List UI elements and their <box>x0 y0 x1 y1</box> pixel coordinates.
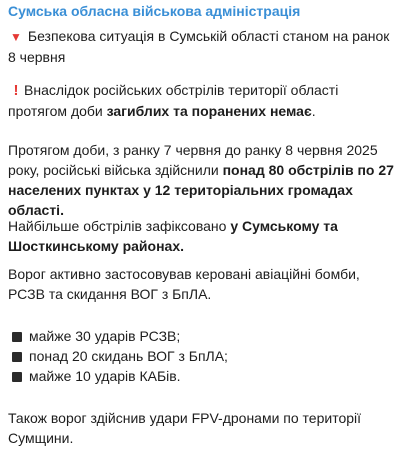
list-item-text: понад 20 скидань ВОГ з БпЛА; <box>29 348 228 364</box>
black-square-icon <box>12 372 22 382</box>
black-square-icon <box>12 352 22 362</box>
bullet-list <box>8 326 396 386</box>
alert-text-suffix: . <box>311 103 316 119</box>
headline-paragraph <box>8 26 396 67</box>
channel-name[interactable]: Сумська обласна військова адміністрація <box>8 3 301 19</box>
districts-text-prefix: Найбільше обстрілів зафіксовано <box>8 218 231 234</box>
list-item <box>8 346 396 366</box>
headline-text: Безпекова ситуація в Сумській області станом на ранок 8 червня <box>8 28 390 65</box>
districts-paragraph <box>8 216 396 256</box>
list-item <box>8 326 396 346</box>
list-item-text: майже 10 ударів КАБів. <box>29 368 181 384</box>
weapons-paragraph <box>8 264 396 304</box>
summary-paragraph <box>8 140 396 220</box>
summary-text-bold: понад 80 обстрілів по 27 населених пунктах у 12 територіальних громадах області. <box>8 162 394 218</box>
list-item-text: майже 30 ударів РСЗВ; <box>29 328 181 344</box>
black-square-icon <box>12 332 22 342</box>
weapons-text: Ворог активно застосовував керовані авіаційні бомби, РСЗВ та скидання ВОГ з БпЛА. <box>8 266 360 302</box>
red-exclamation-icon: ! <box>13 82 19 99</box>
districts-text-bold: у Сумському та Шосткинському районах. <box>8 218 338 254</box>
list-item <box>8 366 396 386</box>
red-triangle-down-icon: ▼ <box>10 30 22 44</box>
alert-paragraph <box>8 80 396 121</box>
summary-text-prefix: Протягом доби, з ранку 7 червня до ранку 8 червня 2025 року, російські війська здійснили <box>8 142 378 178</box>
alert-text-prefix: Внаслідок російських обстрілів території області протягом доби <box>8 82 339 119</box>
fpv-text: Також ворог здійснив удари FPV-дронами по території Сумщини. <box>8 410 362 446</box>
alert-text-bold: загиблих та поранених немає <box>106 103 312 119</box>
fpv-paragraph <box>8 408 396 448</box>
